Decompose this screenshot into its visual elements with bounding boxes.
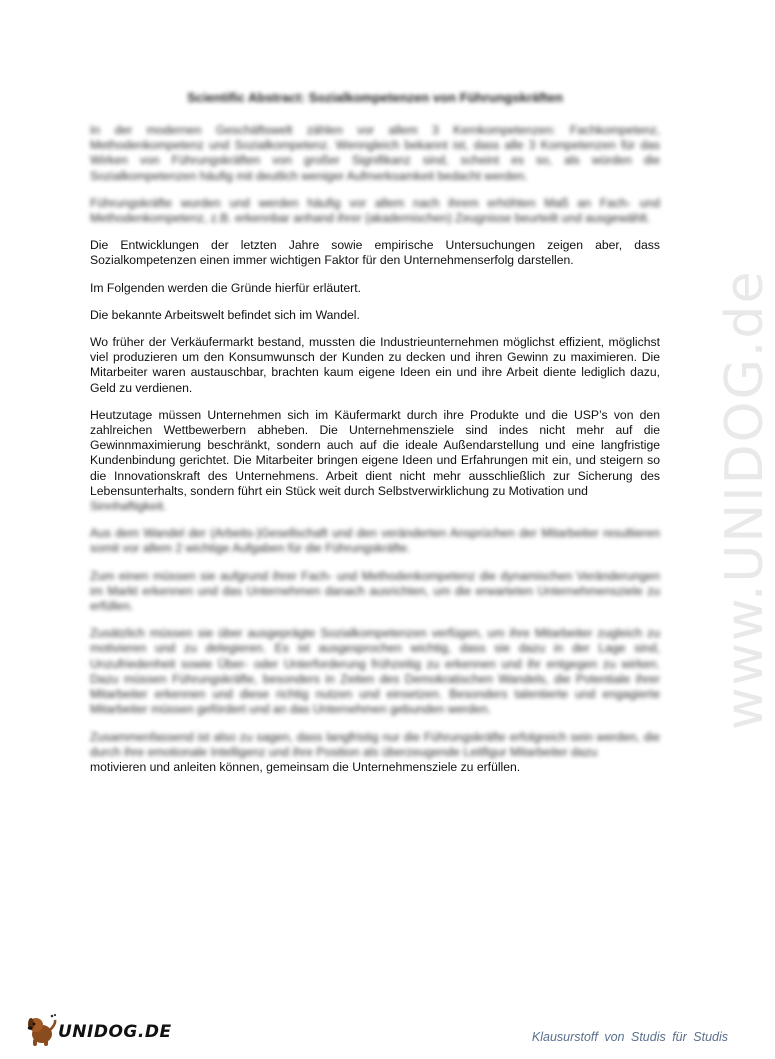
paragraph-7: Heutzutage müssen Unternehmen sich im Käufermarkt durch ihre Produkte und die USP’s von den zahlreichen Wettbewerbern abheben. Die Unternehmensziele sind indes nicht mehr auf die Gewinnmaximierung beschränkt, sondern auch auf die ideale Außendarstellung und eine langfristige Kundenbindung gerichtet. Die Mitarbeiter bringen eigene Ideen und Erfahrungen mit ein, und steigern so die Innovationskraft des Unternehmens. Arbeit dient nicht mehr ausschließlich zur Sicherung des Lebensunterhalts, sondern führt ein Stück weit durch Selbstverwirklichung zu Motivation und xyxy=(90,407,660,498)
paragraph-11-continued: motivieren und anleiten können, gemeinsam die Unternehmensziele zu erfüllen. xyxy=(90,759,521,774)
paragraph-11: Zusammenfassend ist also zu sagen, dass langfristig nur die Führungskräfte erfolgreich sein werden, die durch ihre emotionale Intelligenz und ihre Position als überzeugende Leitfigur Mitarbeiter dazu xyxy=(90,729,660,759)
paragraph-7-continued: Sinnhaftigkeit. xyxy=(90,499,167,514)
paragraph-5: Die bekannte Arbeitswelt befindet sich im Wandel. xyxy=(90,307,360,322)
unidog-logo[interactable] xyxy=(24,1012,172,1048)
paragraph-10: Zusätzlich müssen sie über ausgeprägte Sozialkompetenzen verfügen, um ihre Mitarbeiter zugleich zu motivieren und zu delegieren. Es ist ausgesprochen wichtig, dass sie dazu in der Lage sind, Unzufriedenheit sowie Über- oder Unterforderung frühzeitig zu erkennen und ihr entgegen zu wirken. Dazu müssen Führungskräfte, besonders in Zeiten des Demokratischen Wandels, die Potentiale ihrer Mitarbeiter erkennen und diese richtig nutzen und einsetzen. Besonders talentierte und engagierte Mitarbeiter müssen gefördert und an das Unternehmen gebunden werden. xyxy=(90,626,660,717)
paragraph-9: Zum einen müssen sie aufgrund ihrer Fach- und Methodenkompetenz die dynamischen Veränderungen im Markt erkennen und das Unternehmen danach ausrichten, um die erwarteten Unternehmensziele zu erfüllen. xyxy=(90,568,660,614)
paragraph-6: Wo früher der Verkäufermarkt bestand, mussten die Industrieunternehmen möglichst effizient, möglichst viel produzieren um den Konsumwunsch der Kunden zu decken und ihren Gewinn zu maximieren. Die Mitarbeiter waren austauschbar, brachten kaum eigene Ideen ein und ihre Arbeit diente lediglich dazu, Geld zu verdienen. xyxy=(90,335,660,395)
paragraph-1: In der modernen Geschäftswelt zählen vor allem 3 Kernkompetenzen: Fachkompetenz, Methodenkompetenz und Sozialkompetenz. Wenngleich bekannt ist, dass alle 3 Kompetenzen für das Wirken von Führungskräften von großer Signifikanz sind, scheint es so, als würden die Sozialkompetenzen häufig mit deutlich weniger Aufmerksamkeit bedacht werden. xyxy=(90,123,660,183)
paragraph-8: Aus dem Wandel der (Arbeits-)Gesellschaft und den veränderten Ansprüchen der Mitarbeiter resultieren somit vor allem 2 wichtige Aufgaben für die Führungskräfte. xyxy=(90,526,660,556)
document-body xyxy=(90,123,660,787)
site-watermark: www.UNIDOG.de xyxy=(715,269,775,730)
paragraph-3: Die Entwicklungen der letzten Jahre sowie empirische Untersuchungen zeigen aber, dass Sozialkompetenzen einen immer wichtigen Faktor für den Unternehmenserfolg darstellen. xyxy=(90,238,660,268)
footer-tagline: Klausurstoff von Studis für Studis xyxy=(531,1030,728,1044)
paragraph-2: Führungskräfte wurden und werden häufig vor allem nach ihrem erhöhten Maß an Fach- und Methodenkompetenz, z.B. erkennbar anhand ihrer (akademischen) Zeugnisse beurteilt und ausgewählt. xyxy=(90,195,660,226)
dog-mascot-icon xyxy=(24,1012,58,1048)
document-title: Scientific Abstract: Sozialkompetenzen von Führungskräften xyxy=(187,90,563,105)
logo-wordmark: UNIDOG.DE xyxy=(58,1022,172,1042)
paragraph-4: Im Folgenden werden die Gründe hierfür erläutert. xyxy=(90,280,361,295)
